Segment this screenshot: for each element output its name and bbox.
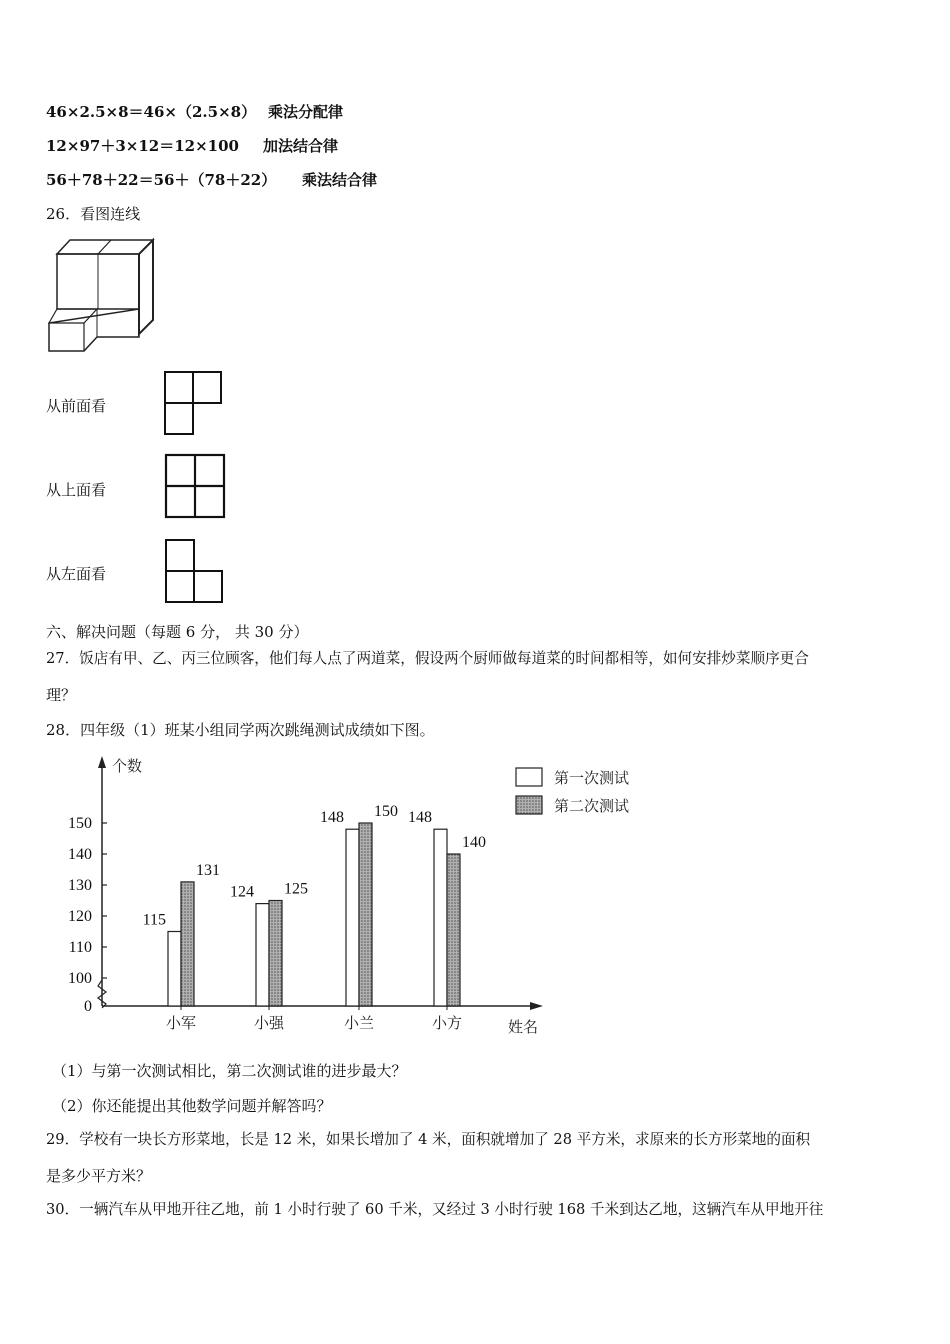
bar (269, 901, 282, 1007)
law-expression-3: 56＋78＋22＝56＋（78＋22） (46, 171, 277, 189)
y-tick-label: 100 (68, 970, 92, 987)
q29-line2: 是多少平方米？ (46, 1167, 152, 1185)
x-tick-label: 小强 (253, 1014, 285, 1032)
x-tick-label: 小军 (165, 1014, 197, 1032)
x-axis-arrow (530, 1002, 543, 1010)
legend-swatch (516, 796, 542, 814)
q28-sub2: （2）你还能提出其他数学问题并解答吗？ (52, 1097, 332, 1115)
view-label-top: 从上面看 (46, 481, 107, 499)
front-view-figure (163, 370, 225, 436)
y-tick-label: 0 (84, 998, 92, 1015)
bar (256, 904, 269, 1006)
bar (181, 882, 194, 1006)
law-name-1: 乘法分配律 (268, 103, 344, 121)
bar-value-label: 124 (230, 883, 254, 901)
y-tick-label: 120 (68, 908, 92, 925)
q27-line2: 理？ (46, 686, 77, 704)
view-label-left: 从左面看 (46, 565, 107, 583)
q26-title: 26．看图连线 (46, 205, 141, 223)
view-label-front: 从前面看 (46, 397, 107, 415)
x-tick-label: 小方 (431, 1014, 463, 1032)
cube-solid-figure (45, 236, 165, 361)
bar (168, 932, 181, 1007)
bar-value-label: 131 (196, 861, 220, 879)
top-view-figure (164, 453, 226, 519)
bar (359, 823, 372, 1006)
left-view-figure (164, 538, 226, 604)
y-axis-arrow (98, 756, 106, 768)
legend-label: 第二次测试 (554, 797, 630, 815)
bar (447, 854, 460, 1006)
bar (346, 829, 359, 1006)
legend-label: 第一次测试 (554, 769, 630, 787)
law-expression-2: 12×97＋3×12＝12×100 (46, 137, 239, 155)
section-6-heading: 六、解决问题（每题 6 分， 共 30 分） (46, 623, 309, 641)
y-tick-label: 150 (68, 815, 92, 832)
bar-value-label: 150 (374, 803, 398, 820)
jump-rope-bar-chart (40, 752, 660, 1042)
law-name-3: 乘法结合律 (302, 171, 378, 189)
bar (434, 829, 447, 1006)
q28-sub1: （1）与第一次测试相比，第二次测试谁的进步最大？ (52, 1062, 407, 1080)
q27-line1: 27．饭店有甲、乙、丙三位顾客，他们每人点了两道菜，假设两个厨师做每道菜的时间都相等，如何安排炒菜顺序更合 (46, 650, 809, 667)
bar-value-label: 140 (462, 834, 486, 851)
y-tick-label: 110 (68, 939, 92, 956)
q29-line1: 29．学校有一块长方形菜地，长是 12 米，如果长增加了 4 米，面积就增加了 28 平方米，求原来的长方形菜地的面积 (46, 1131, 811, 1148)
x-axis-label: 姓名 (508, 1018, 539, 1036)
q28-title: 28．四年级（1）班某小组同学两次跳绳测试成绩如下图。 (46, 721, 435, 739)
q30-line1: 30．一辆汽车从甲地开往乙地，前 1 小时行驶了 60 千米，又经过 3 小时行驶 168 千米到达乙地，这辆汽车从甲地开往 (46, 1201, 824, 1218)
y-tick-label: 130 (68, 877, 92, 894)
y-axis-label: 个数 (112, 757, 143, 775)
x-tick-label: 小兰 (343, 1014, 375, 1032)
law-expression-1: 46×2.5×8＝46×（2.5×8） (46, 103, 257, 121)
bar-value-label: 125 (284, 880, 308, 898)
y-tick-label: 140 (68, 846, 92, 863)
legend-swatch (516, 768, 542, 786)
law-name-2: 加法结合律 (263, 137, 339, 155)
bar-value-label: 148 (320, 809, 344, 827)
bar-value-label: 115 (142, 911, 166, 929)
bar-value-label: 148 (408, 809, 432, 827)
